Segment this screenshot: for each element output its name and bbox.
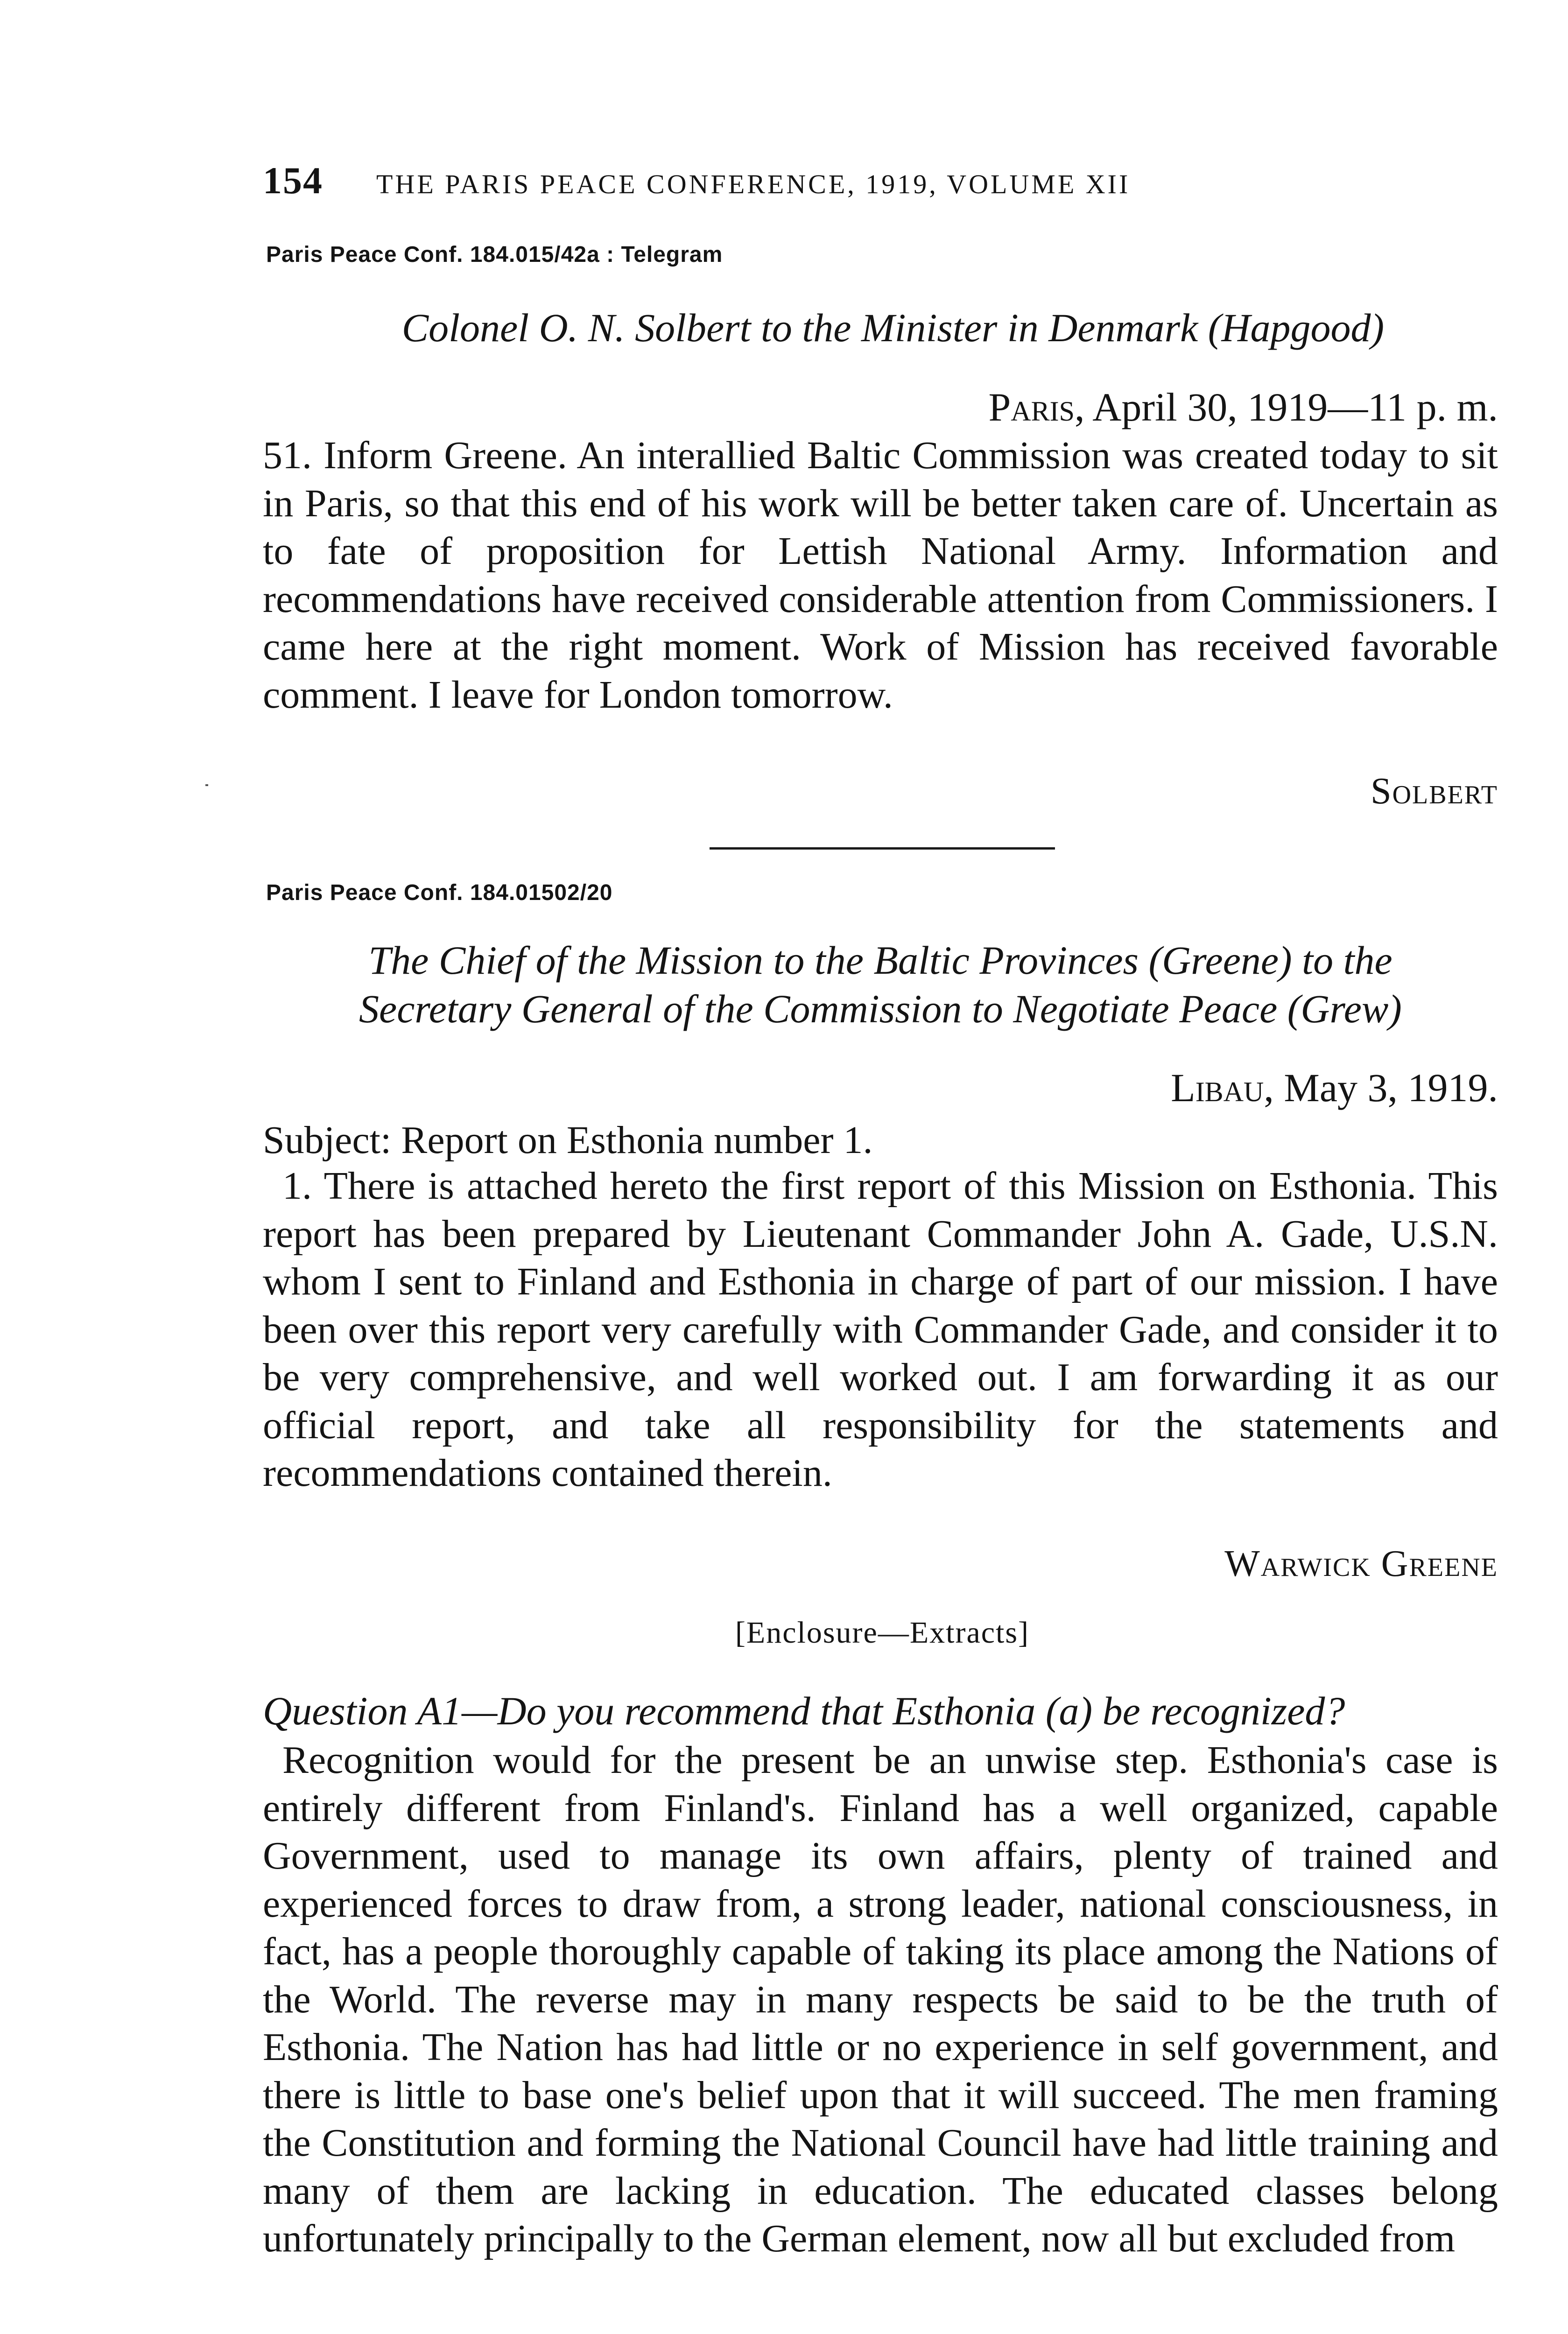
enclosure-label: [Enclosure—Extracts]	[735, 1616, 1030, 1650]
telegram-body: 51. Inform Greene. An interallied Baltic Commission was created today to sit in Paris, so that this end of his work will be better taken care of. Uncertain as to fate of proposition for Lettish National Army. Information and recommendations have received considerable attention from Commissioners. I came here at the right moment. Work of Mission has received favorable comment. I leave for London tomorrow.	[263, 434, 1498, 717]
dateline-place: Paris,	[988, 385, 1085, 429]
dateline	[1171, 1064, 1498, 1111]
signature: Warwick Greene	[1224, 1543, 1498, 1584]
page-number: 154	[263, 159, 323, 202]
document-heading	[263, 936, 1498, 1033]
enclosure-body: Recognition would for the present be an unwise step. Esthonia's case is entirely different from Finland's. Finland has a well organized, capable Government, used to manage its own affairs, plenty of trained and experienced forces to draw from, a strong leader, national consciousness, in fact, has a people thoroughly capable of taking its place among the Nations of the World. The reverse may in many respects be said to be the truth of Esthonia. The Nation has had little or no experience in self government, and there is little to base one's belief upon that it will succeed. The men framing the Constitution and forming the National Council have had little training and many of them are lacking in education. The educated classes belong unfortunately principally to the German element, now all but excluded from	[263, 1738, 1498, 2260]
heading-line: Secretary General of the Commission to Negotiate Peace (Grew)	[359, 986, 1402, 1031]
letter-body: 1. There is attached hereto the first report of this Mission on Esthonia. This report has been prepared by Lieutenant Commander John A. Gade, U.S.N. whom I sent to Finland and Esthonia in charge of part of our mission. I have been over this report very carefully with Commander Gade, and consider it to be very comprehensive, and well worked out. I am forwarding it as our official report, and take all responsibility for the statements and recommendations contained therein.	[263, 1164, 1498, 1495]
section-divider	[710, 847, 1055, 850]
file-reference: Paris Peace Conf. 184.015/42a : Telegram	[266, 242, 723, 267]
heading-line: The Chief of the Mission to the Baltic Provinces (Greene) to the	[368, 938, 1392, 983]
print-speck	[205, 784, 208, 786]
running-head	[263, 159, 1523, 210]
dateline-place: Libau,	[1171, 1065, 1274, 1110]
dateline-date: April 30, 1919—11 p. m.	[1084, 385, 1498, 429]
dateline	[988, 384, 1498, 430]
file-reference: Paris Peace Conf. 184.01502/20	[266, 880, 613, 905]
subject-line: Subject: Report on Esthonia number 1.	[263, 1118, 873, 1162]
question-heading: Question A1—Do you recommend that Esthonia (a) be recognized?	[263, 1688, 1345, 1733]
document-heading: Colonel O. N. Solbert to the Minister in Denmark (Hapgood)	[401, 305, 1385, 350]
signature: Solbert	[1371, 771, 1498, 812]
running-title: THE PARIS PEACE CONFERENCE, 1919, VOLUME XII	[376, 169, 1131, 199]
dateline-date: May 3, 1919.	[1273, 1065, 1498, 1110]
